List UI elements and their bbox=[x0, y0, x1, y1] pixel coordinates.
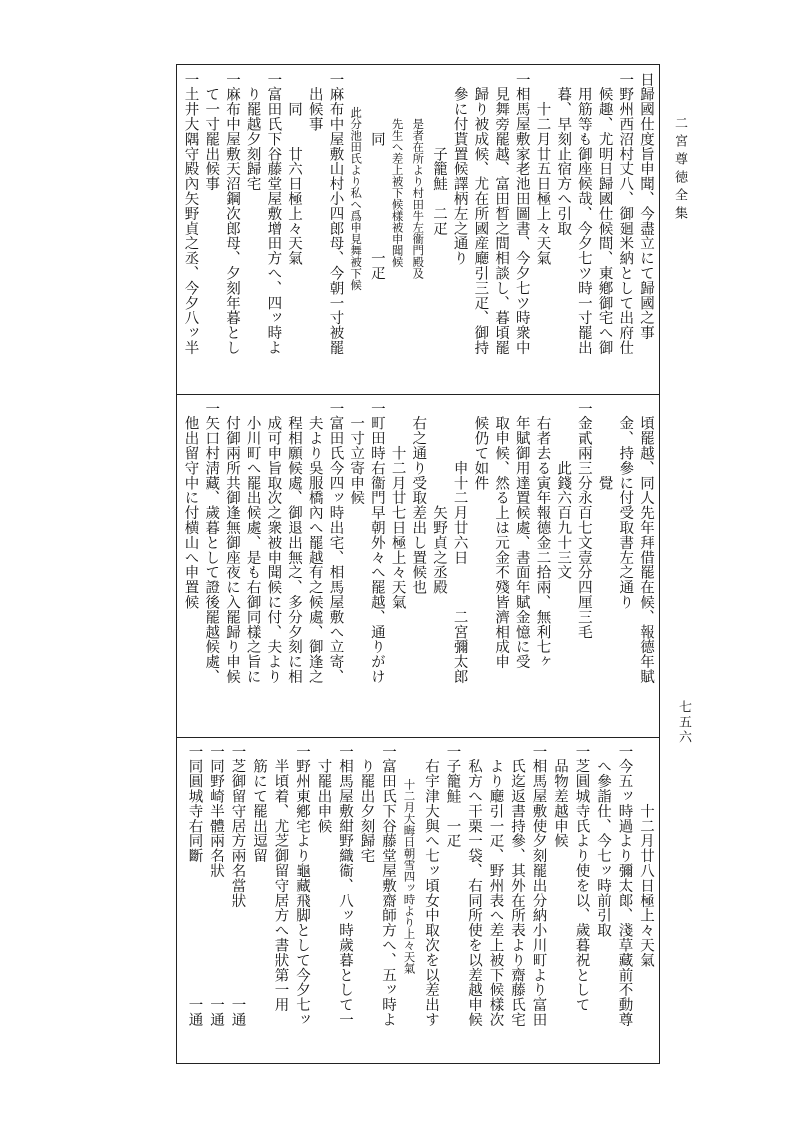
text-column: 十二月大晦日朝雪四ッ時より上々天氣 bbox=[402, 744, 417, 974]
text-column: 年賦御用達置候處、書面年賦金憶に受 bbox=[513, 401, 530, 670]
text-column: 一芝圓城寺氏より使を以、歲暮祝として bbox=[573, 744, 590, 1013]
text-column: 一相馬屋敷紺野織衞、八ッ時歲暮として一 bbox=[337, 744, 353, 1028]
text-column: 是者在所より村田牛左衞門殿及 bbox=[411, 72, 426, 279]
text-column: 小川町へ罷出候處、是も右御同樣之旨に bbox=[244, 401, 261, 685]
text-column: 氏迄返書持參、其外在所表より齋藤氏宅 bbox=[509, 744, 525, 1028]
text-column: より廰引一疋、野州表へ差上被下候樣次 bbox=[487, 744, 504, 1028]
text-band-top bbox=[180, 72, 656, 390]
text-column: 一今五ッ時過より彌太郞、淺草藏前不動尊 bbox=[616, 744, 633, 1028]
text-column: 一芝御留守居方兩名當狀 一通 bbox=[229, 744, 246, 1028]
text-column: 一麻布中屋敷天沼鋼次郎母、夕刻年暮とし bbox=[223, 72, 240, 356]
text-column: 一土井大隅守殿內矢野貞之丞、今夕八ッ半 bbox=[182, 72, 199, 356]
page-number: 七五六 bbox=[676, 700, 691, 745]
text-column: 一相馬屋敷使夕刻罷出分納小川町より富田 bbox=[530, 744, 547, 1028]
text-column: 子籠鮭 二疋 bbox=[430, 72, 447, 236]
text-column: 同 廿六日極上々天氣 bbox=[286, 72, 303, 266]
text-column: 私方へ干栗一袋、右同所使を以差越申候 bbox=[466, 744, 482, 1028]
text-column: り罷出夕刻歸宅 bbox=[358, 744, 375, 864]
text-column: 候趣、尤明日歸國仕候間、東鄕御宅へ御 bbox=[596, 72, 613, 356]
text-column: 一富田氏下谷藤堂屋敷增田方へ、四ッ時よ bbox=[265, 72, 282, 356]
text-column: 一麻布中屋敷山村小四郎母、今朝一寸被罷 bbox=[327, 72, 344, 356]
text-column: 此錢六百九十三文 bbox=[555, 401, 572, 580]
text-column: 夫より吳服橋內へ罷越有之候處、御逢之 bbox=[306, 401, 323, 685]
text-column: 付御兩所共御逢無御座夜に入罷歸り申候 bbox=[223, 401, 240, 685]
book-title: 二宮尊徳全集 bbox=[672, 116, 687, 224]
text-column: 一富田氏今四ッ時出宅、相馬屋敷へ立寄、 bbox=[327, 401, 344, 685]
text-column: 一金貳兩三分永百七文壹分四厘三毛 bbox=[575, 401, 592, 640]
text-column: 品物差越申候 bbox=[552, 744, 568, 849]
text-column: 一子籠鮭 一疋 bbox=[444, 744, 461, 849]
text-column: 見舞旁罷越、富田晳之間相談し、暮頃罷 bbox=[493, 72, 510, 356]
text-column: 出候事 bbox=[306, 72, 323, 132]
text-column: 覺 bbox=[596, 401, 613, 491]
text-column: 頃罷越、同人先年拜借罷在候、報德年賦 bbox=[638, 401, 654, 685]
text-column: 一寸立寄申候 bbox=[348, 401, 365, 506]
text-column: 一富田氏下谷藤堂屋敷齋師方へ、五ッ時よ bbox=[380, 744, 396, 1028]
text-column: へ參詣仕、今七ッ時前引取 bbox=[595, 744, 611, 938]
text-column: 參に付貰置候譯柄左之通り bbox=[451, 72, 468, 266]
text-column: 同 一疋 bbox=[368, 72, 385, 281]
text-column: 此分池田氏より私へ爲申見舞被下候 bbox=[349, 72, 364, 291]
text-column: 一野州東鄕宅より龜藏飛脚として今夕七ッ bbox=[294, 744, 310, 1028]
text-column: て一寸罷出候事 bbox=[203, 72, 220, 192]
text-column: 取申候、然る上は元金不殘皆濟相成申 bbox=[493, 401, 510, 670]
text-column: 用筋等も御座候哉、今夕七ツ時一寸罷出 bbox=[575, 72, 592, 356]
text-band-middle bbox=[180, 401, 656, 733]
text-column: 一同野崎半體兩名狀 一通 bbox=[208, 744, 224, 1028]
text-column: 半頃着、尤芝御留守居方へ書狀第一用 bbox=[272, 744, 289, 1013]
text-column: 一野州西沼村丈八、御廻米納として出府仕 bbox=[617, 72, 634, 356]
text-column: 一同圓城寺右同斷 一通 bbox=[186, 744, 203, 1028]
text-column: 十二月廿八日極上々天氣 bbox=[638, 744, 654, 968]
text-column: 歸り被成候、尤在所國産廰引三疋、御持 bbox=[472, 72, 489, 356]
text-column: 十二月廿五日極上々天氣 bbox=[534, 72, 551, 266]
text-column: 日歸國仕度旨申聞、今盡立にて歸國之事 bbox=[638, 72, 654, 341]
text-column: 申十二月廿六日 二宮彌太郎 bbox=[451, 401, 468, 685]
text-column: 寸罷出申候 bbox=[315, 744, 332, 834]
text-column: 金、持參に付受取書左之通り bbox=[617, 401, 634, 610]
section-divider bbox=[176, 394, 660, 395]
text-column: 一相馬屋敷家老池田圖書、今夕七ツ時衆中 bbox=[513, 72, 530, 356]
text-column: 筋にて罷出逗留 bbox=[251, 744, 267, 864]
text-column: り罷越夕刻歸宅 bbox=[244, 72, 261, 192]
text-column: 一矢口村淸藏、歲暮として證後罷越候處、 bbox=[203, 401, 220, 685]
text-column: 候仍て如件 bbox=[472, 401, 489, 491]
text-column: 矢野貞之丞殿 bbox=[430, 401, 447, 595]
text-column: 十二月廿七日極上々天氣 bbox=[389, 401, 406, 610]
text-column: 一町田時右衞門早朝外々へ罷越、通りがけ bbox=[368, 401, 385, 685]
text-column: 成可申旨取次之衆被申聞候に付、夫より bbox=[265, 401, 282, 685]
text-column: 程相願候處、御退出無之、多分夕刻に相 bbox=[286, 401, 303, 685]
text-column: 他出留守中に付横山へ申置候 bbox=[182, 401, 199, 610]
text-column: 右之通り受取差出し置候也 bbox=[410, 401, 427, 595]
text-band-bottom bbox=[180, 744, 656, 1058]
text-column: 右者去る寅年報德金二拾兩、無利七ヶ bbox=[534, 401, 551, 670]
text-column: 暮、早刻止宿方へ引取 bbox=[555, 72, 572, 236]
text-column: 先生へ差上被下候樣被申聞候 bbox=[390, 72, 405, 268]
text-column: 右宇津大與へ七ッ頃女中取次を以差出す bbox=[423, 744, 439, 1028]
section-divider bbox=[176, 737, 660, 738]
